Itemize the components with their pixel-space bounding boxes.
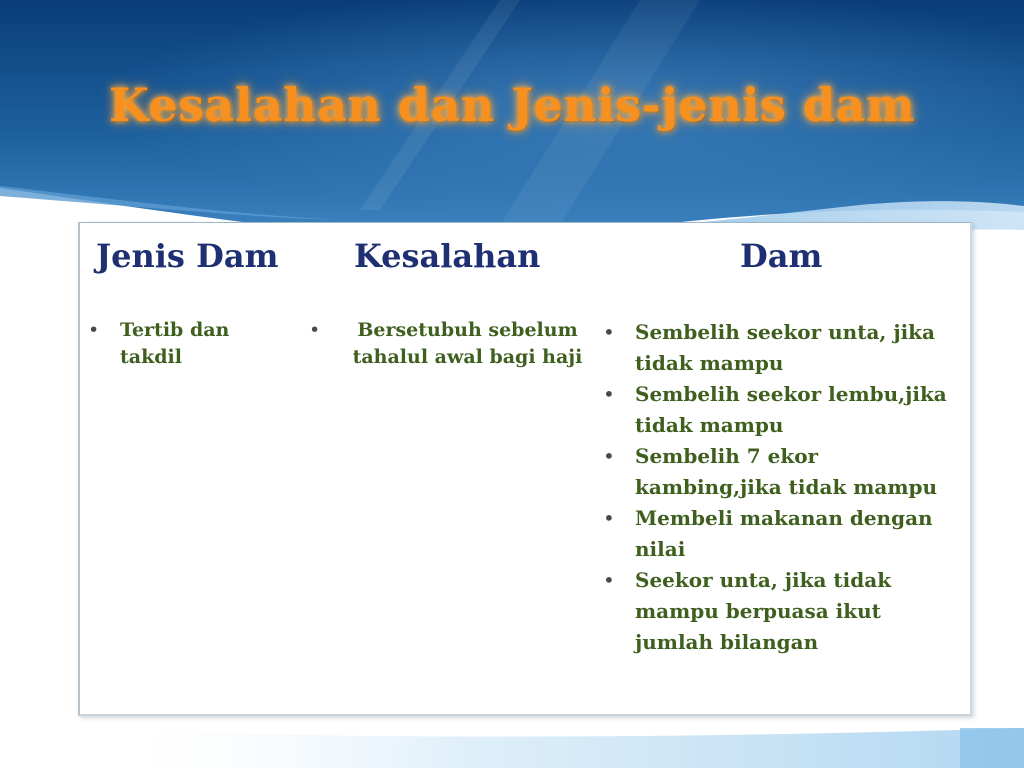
column-header-dam: Dam — [740, 237, 823, 275]
jenis-dam-list — [88, 317, 258, 371]
content-panel — [78, 222, 972, 716]
slide-title: Kesalahan dan Jenis-jenis dam — [108, 78, 916, 132]
kesalahan-list — [309, 317, 594, 371]
list-item: • Tertib dan takdil — [88, 317, 258, 371]
column-header-kesalahan: Kesalahan — [354, 237, 541, 275]
list-item: • Sembelih seekor unta, jika tidak mampu — [603, 317, 963, 379]
column-header-jenis-dam: Jenis Dam — [96, 237, 279, 275]
list-item: • Membeli makanan dengan nilai — [603, 503, 963, 565]
list-item: • Sembelih seekor lembu,jika tidak mampu — [603, 379, 963, 441]
dam-list — [603, 317, 963, 658]
list-item: • Seekor unta, jika tidak mampu berpuasa ikut jumlah bilangan — [603, 565, 963, 658]
list-item: • Bersetubuh sebelum tahalul awal bagi haji — [309, 317, 594, 371]
list-item: • Sembelih 7 ekor kambing,jika tidak mampu — [603, 441, 963, 503]
